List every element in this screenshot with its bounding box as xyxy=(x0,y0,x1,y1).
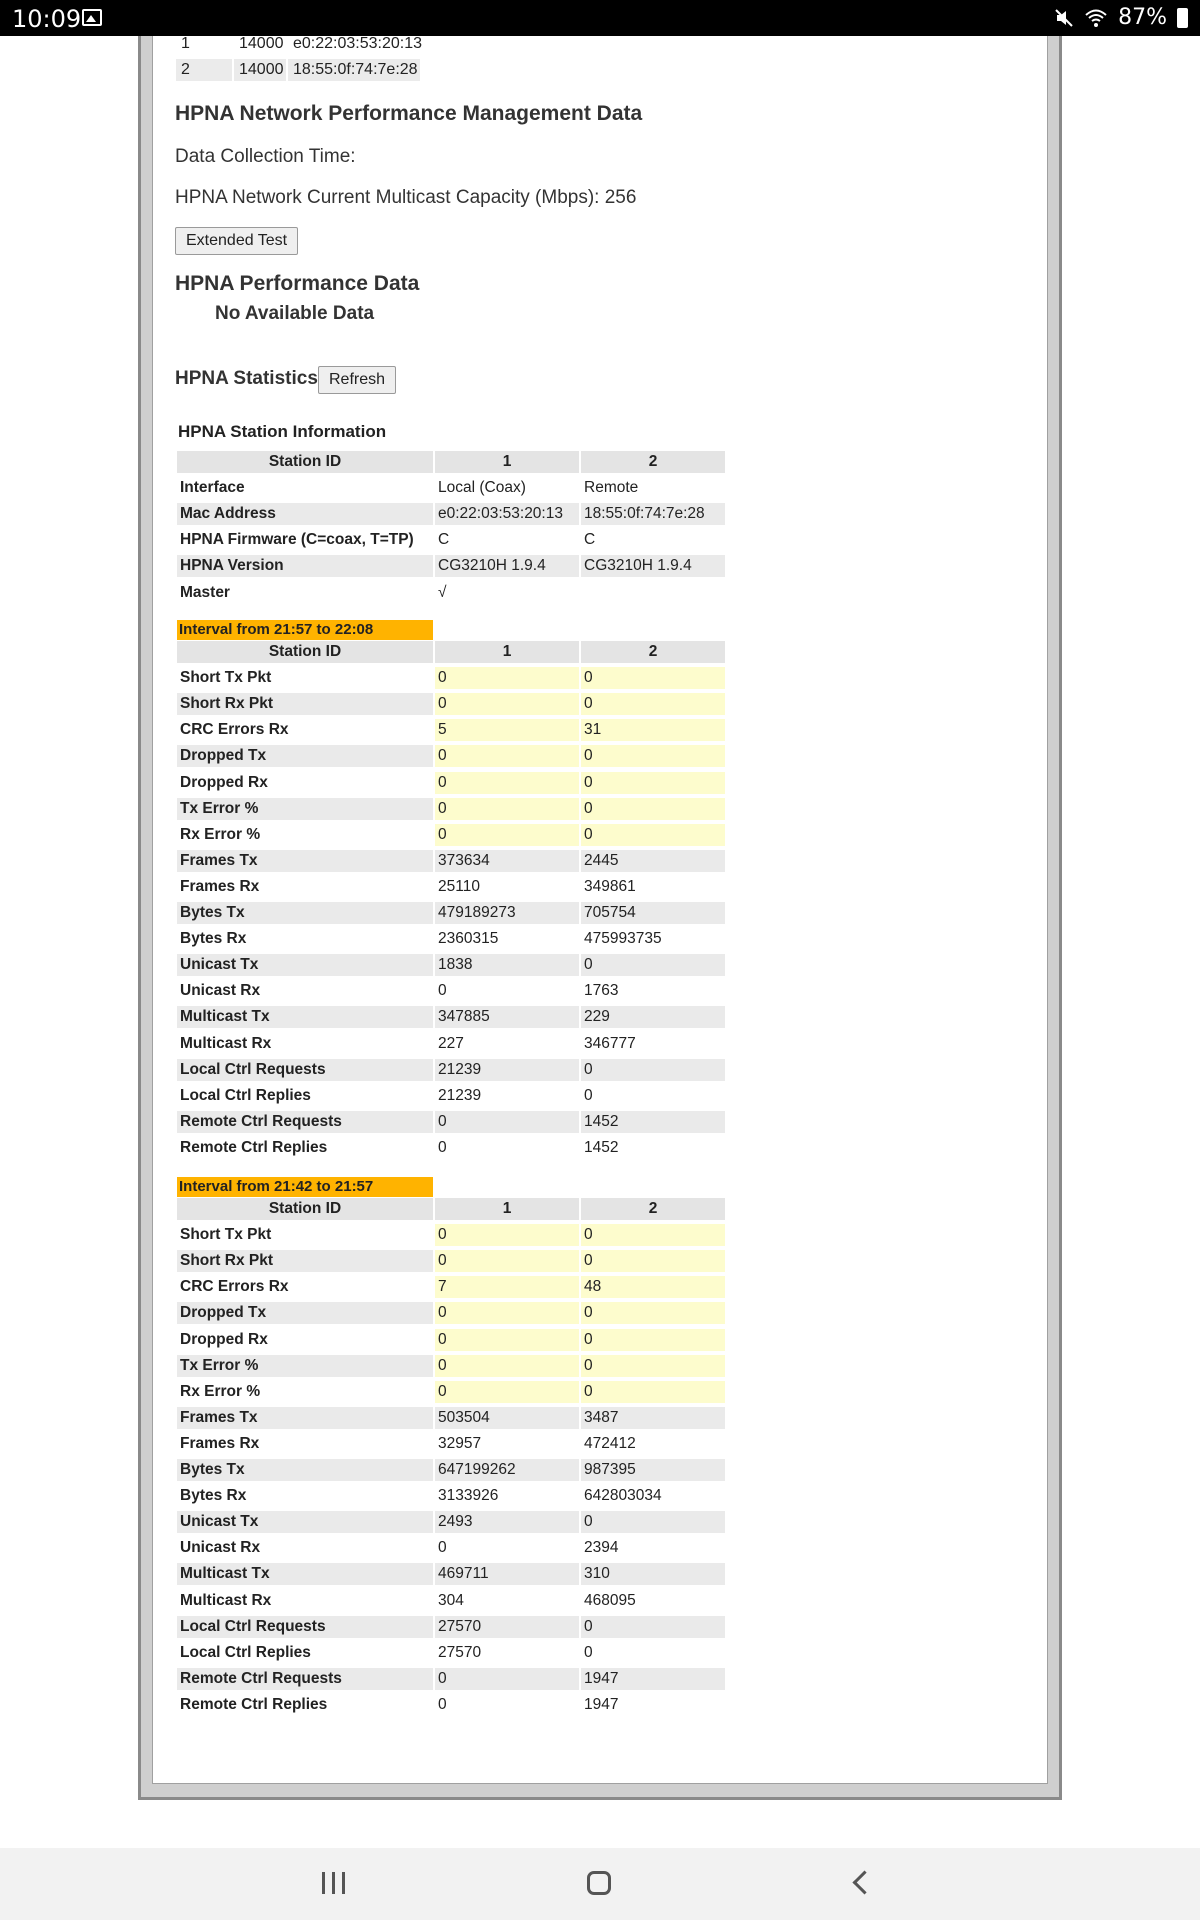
row-label: Bytes Tx xyxy=(177,1459,433,1481)
back-icon[interactable] xyxy=(852,1870,876,1894)
station-2-value: 0 xyxy=(581,1511,725,1533)
row-label: CRC Errors Rx xyxy=(180,1278,289,1296)
station-1-value: 0 xyxy=(435,1381,579,1403)
station-2-value: 642803034 xyxy=(584,1487,662,1505)
station-1-value: 0 xyxy=(435,772,579,794)
station-2-value: 48 xyxy=(581,1276,725,1298)
extended-test-button[interactable]: Extended Test xyxy=(175,227,298,255)
station-2-value: 346777 xyxy=(584,1034,636,1052)
station-2-value: 1947 xyxy=(581,1668,725,1690)
row-label: Tx Error % xyxy=(177,798,433,820)
battery-icon xyxy=(1177,8,1188,28)
station-2-value: 1947 xyxy=(584,1695,619,1713)
station-1-value: 0 xyxy=(438,1695,447,1713)
station-1-value: 0 xyxy=(435,693,579,715)
station-1-value: 1 xyxy=(435,451,579,473)
station-2-value: 2394 xyxy=(584,1539,619,1557)
station-2-value: 31 xyxy=(581,719,725,741)
row-label: Short Tx Pkt xyxy=(180,1226,272,1244)
row-label: Rx Error % xyxy=(180,825,261,843)
row-label: Multicast Rx xyxy=(180,1591,272,1609)
station-1-value: 0 xyxy=(435,745,579,767)
station-2-value: 0 xyxy=(584,1086,593,1104)
station-1-value: 0 xyxy=(435,667,579,689)
station-2-value: 0 xyxy=(581,1302,725,1324)
station-2-value: 705754 xyxy=(581,902,725,924)
row-label: Dropped Rx xyxy=(180,773,268,791)
row-label: Dropped Tx xyxy=(177,745,433,767)
row-label: Frames Tx xyxy=(177,850,433,872)
row-label: Remote Ctrl Replies xyxy=(180,1695,328,1713)
recent-apps-icon[interactable] xyxy=(322,1872,348,1894)
station-2-value: 1452 xyxy=(581,1111,725,1133)
station-1-value: 479189273 xyxy=(435,902,579,924)
station-1-value: 347885 xyxy=(435,1006,579,1028)
station-2-value: 229 xyxy=(581,1006,725,1028)
station-1-value: 21239 xyxy=(435,1059,579,1081)
station-2-value: 3487 xyxy=(581,1407,725,1429)
station-2-value xyxy=(581,582,725,604)
row-label: Local Ctrl Replies xyxy=(180,1086,311,1104)
station-1-value: 373634 xyxy=(435,850,579,872)
station-2-value: 0 xyxy=(581,1329,725,1351)
station-2-value: 0 xyxy=(581,1381,725,1403)
cell: 14000 xyxy=(239,35,284,52)
station-1-value: 0 xyxy=(435,1111,579,1133)
station-2-value: Remote xyxy=(584,479,639,497)
row-label: Mac Address xyxy=(177,503,433,525)
station-1-value: 2493 xyxy=(435,1511,579,1533)
station-1-value: e0:22:03:53:20:13 xyxy=(435,503,579,525)
row-label: Bytes Rx xyxy=(180,930,247,948)
row-label: Frames Rx xyxy=(180,1434,260,1452)
no-data-message: No Available Data xyxy=(215,303,375,324)
row-label: HPNA Version xyxy=(177,555,433,577)
station-2-value: 0 xyxy=(581,1355,725,1377)
row-label: Short Rx Pkt xyxy=(177,693,433,715)
row-label: Unicast Tx xyxy=(177,1511,433,1533)
station-2-value: 349861 xyxy=(584,877,636,895)
station-1-value: Local (Coax) xyxy=(438,479,526,497)
row-label: Rx Error % xyxy=(180,1382,261,1400)
station-2-value: 0 xyxy=(581,824,725,846)
row-label: Master xyxy=(180,583,230,601)
station-1-value: 0 xyxy=(435,1224,579,1246)
station-2-value: 0 xyxy=(581,745,725,767)
data-collection-time: Data Collection Time: xyxy=(175,146,356,167)
station-2-value: 1452 xyxy=(584,1138,619,1156)
station-2-value: 2445 xyxy=(581,850,725,872)
station-1-value: 0 xyxy=(435,824,579,846)
station-2-value: 472412 xyxy=(584,1434,636,1452)
row-label: Multicast Tx xyxy=(177,1006,433,1028)
station-1-value: 227 xyxy=(438,1034,464,1052)
mute-icon xyxy=(1054,8,1074,28)
station-2-value: 0 xyxy=(581,772,725,794)
multicast-capacity: HPNA Network Current Multicast Capacity (Mbps): 256 xyxy=(175,187,637,208)
clock: 10:09 xyxy=(12,5,82,33)
row-label: Unicast Tx xyxy=(177,954,433,976)
row-label: Short Rx Pkt xyxy=(177,1250,433,1272)
row-label: Unicast Rx xyxy=(180,982,261,1000)
station-2-value: C xyxy=(584,531,596,549)
station-1-value: √ xyxy=(438,583,447,601)
row-label: Remote Ctrl Requests xyxy=(177,1668,433,1690)
row-label: Bytes Rx xyxy=(180,1487,247,1505)
row-label: Multicast Rx xyxy=(180,1034,272,1052)
cell: 2 xyxy=(176,59,232,81)
row-label: Local Ctrl Requests xyxy=(177,1059,433,1081)
station-2-value: 2 xyxy=(581,641,725,663)
station-2-value: 310 xyxy=(581,1563,725,1585)
station-1-value: 647199262 xyxy=(435,1459,579,1481)
row-label: Frames Rx xyxy=(180,877,260,895)
row-label: Remote Ctrl Replies xyxy=(180,1138,328,1156)
row-label: HPNA Firmware (C=coax, T=TP) xyxy=(180,531,414,549)
station-1-value: 5 xyxy=(435,719,579,741)
station-1-value: 27570 xyxy=(438,1643,482,1661)
station-1-value: 503504 xyxy=(435,1407,579,1429)
cell: 1 xyxy=(181,35,190,52)
row-label: Short Tx Pkt xyxy=(180,669,272,687)
section-title-performance: HPNA Performance Data xyxy=(175,272,420,295)
station-1-value: 0 xyxy=(438,982,447,1000)
row-label: CRC Errors Rx xyxy=(180,721,289,739)
station-2-value: 2 xyxy=(581,1198,725,1220)
station-1-value: 0 xyxy=(435,1302,579,1324)
section-title-statistics: HPNA Statistics xyxy=(175,368,318,389)
station-1-value: 469711 xyxy=(435,1563,579,1585)
station-1-value: 1838 xyxy=(435,954,579,976)
station-2-value: 0 xyxy=(581,667,725,689)
row-label: Station ID xyxy=(177,451,433,473)
row-label: Unicast Rx xyxy=(180,1539,261,1557)
station-2-value: 0 xyxy=(581,798,725,820)
station-2-value: 0 xyxy=(581,1224,725,1246)
station-2-value: 468095 xyxy=(584,1591,636,1609)
station-1-value: 0 xyxy=(435,1668,579,1690)
station-1-value: 27570 xyxy=(435,1616,579,1638)
station-1-value: 0 xyxy=(435,1355,579,1377)
image-notification-icon xyxy=(82,9,102,26)
refresh-button[interactable]: Refresh xyxy=(318,366,396,394)
station-2-value: 0 xyxy=(581,1250,725,1272)
station-1-value: 2360315 xyxy=(438,930,499,948)
station-info-title: HPNA Station Information xyxy=(178,422,387,441)
station-1-value: 25110 xyxy=(438,877,480,895)
row-label: Local Ctrl Requests xyxy=(177,1616,433,1638)
station-1-value: 21239 xyxy=(438,1086,482,1104)
row-label: Local Ctrl Replies xyxy=(180,1643,311,1661)
station-2-value: 0 xyxy=(581,954,725,976)
station-2-value: 18:55:0f:74:7e:28 xyxy=(581,503,725,525)
section-title-npm: HPNA Network Performance Management Data xyxy=(175,102,643,125)
row-label: Station ID xyxy=(177,1198,433,1220)
station-1-value: 304 xyxy=(438,1591,464,1609)
cell: e0:22:03:53:20:13 xyxy=(293,35,423,52)
station-2-value: 987395 xyxy=(581,1459,725,1481)
station-1-value: 0 xyxy=(438,1539,447,1557)
station-2-value: 1763 xyxy=(584,982,619,1000)
home-icon[interactable] xyxy=(587,1871,611,1895)
station-1-value: 0 xyxy=(438,1138,447,1156)
station-1-value: 0 xyxy=(435,1329,579,1351)
row-label: Interface xyxy=(180,479,245,497)
station-1-value: 0 xyxy=(435,1250,579,1272)
row-label: Station ID xyxy=(177,641,433,663)
station-2-value: 0 xyxy=(584,1643,593,1661)
station-1-value: C xyxy=(438,531,450,549)
station-2-value: 2 xyxy=(581,451,725,473)
station-2-value: CG3210H 1.9.4 xyxy=(581,555,725,577)
station-1-value: 3133926 xyxy=(438,1487,499,1505)
row-label: Frames Tx xyxy=(177,1407,433,1429)
interval-label: Interval from 21:57 to 22:08 xyxy=(177,620,433,640)
station-1-value: 32957 xyxy=(438,1434,482,1452)
cell: 18:55:0f:74:7e:28 xyxy=(288,59,420,81)
interval-label: Interval from 21:42 to 21:57 xyxy=(177,1177,433,1197)
row-label: Bytes Tx xyxy=(177,902,433,924)
station-1-value: 0 xyxy=(435,798,579,820)
row-label: Dropped Rx xyxy=(180,1330,268,1348)
station-1-value: CG3210H 1.9.4 xyxy=(435,555,579,577)
row-label: Multicast Tx xyxy=(177,1563,433,1585)
station-2-value: 0 xyxy=(581,1059,725,1081)
wifi-icon xyxy=(1084,8,1108,28)
row-label: Tx Error % xyxy=(177,1355,433,1377)
row-label: Dropped Tx xyxy=(177,1302,433,1324)
station-2-value: 475993735 xyxy=(584,930,662,948)
navigation-bar xyxy=(0,1848,1200,1920)
status-icons xyxy=(1054,5,1188,30)
station-1-value: 1 xyxy=(435,1198,579,1220)
cell: 14000 xyxy=(234,59,286,81)
battery-percent: 87% xyxy=(1118,5,1167,30)
station-1-value: 7 xyxy=(435,1276,579,1298)
station-2-value: 0 xyxy=(581,1616,725,1638)
station-2-value: 0 xyxy=(581,693,725,715)
station-1-value: 1 xyxy=(435,641,579,663)
row-label: Remote Ctrl Requests xyxy=(177,1111,433,1133)
status-bar xyxy=(0,0,1200,36)
